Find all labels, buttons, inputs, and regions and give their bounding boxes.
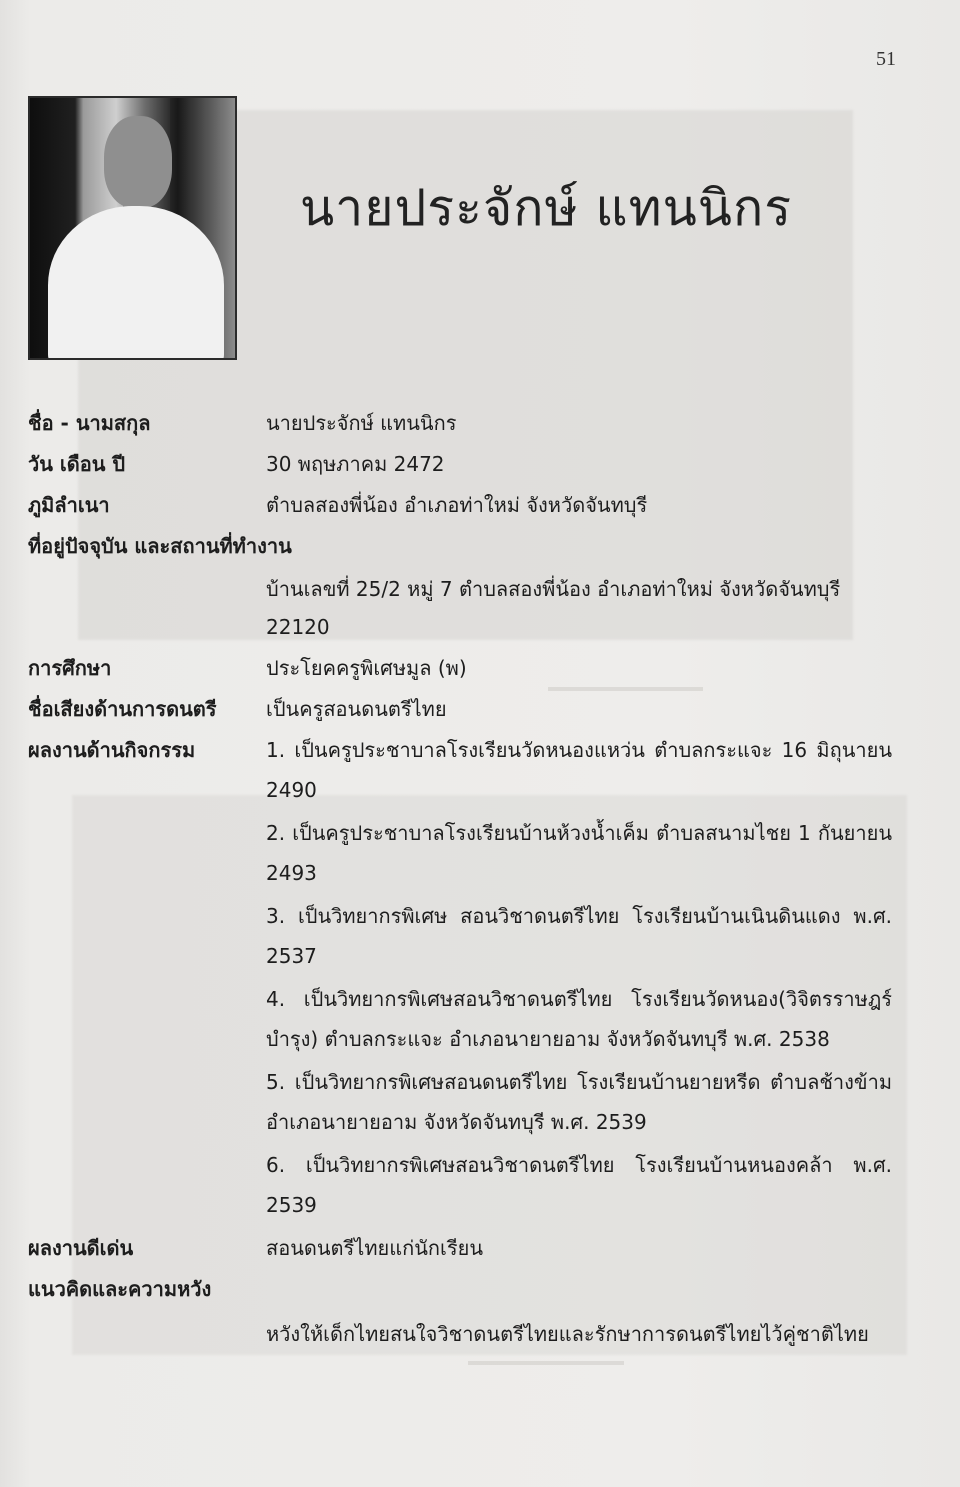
name-row <box>0 403 960 443</box>
activity-item: 5. เป็นวิทยากรพิเศษสอนดนตรีไทย โรงเรียนบ้านยายหรีด ตำบลช้างข้าม อำเภอนายายอาม จังหวัดจันทบุรี พ.ศ. 2539 <box>266 1070 892 1134</box>
education-row <box>0 648 960 688</box>
activity-item: 2. เป็นครูประชาบาลโรงเรียนบ้านห้วงน้ำเค็ม ตำบลสนามไชย 1 กันยายน 2493 <box>266 821 892 885</box>
activity-item: 4. เป็นวิทยากรพิเศษสอนวิชาดนตรีไทย โรงเรียนวัดหนอง(วิจิตรราษฎร์บำรุง) ตำบลกระแจะ อำเภอนายายอาม จังหวัดจันทบุรี พ.ศ. 2538 <box>266 987 892 1051</box>
hope-heading-row <box>0 1269 960 1309</box>
page-number: 51 <box>876 48 896 70</box>
reputation-row <box>0 689 960 729</box>
activity-item: 1. เป็นครูประชาบาลโรงเรียนวัดหนองแหว่น ตำบลกระแจะ 16 มิถุนายน 2490 <box>266 738 892 802</box>
education-value: ประโยคครูพิเศษมูล (พ) <box>266 656 467 680</box>
birth-label: วัน เดือน ปี <box>28 452 126 476</box>
address-heading-row <box>0 526 960 566</box>
address-label: ที่อยู่ปัจจุบัน และสถานที่ทำงาน <box>28 534 292 558</box>
address-line-1: บ้านเลขที่ 25/2 หมู่ 7 ตำบลสองพี่น้อง อำเภอท่าใหม่ จังหวัดจันทบุรี <box>266 577 841 601</box>
birth-value: 30 พฤษภาคม 2472 <box>266 452 445 476</box>
name-label: ชื่อ - นามสกุล <box>28 411 151 435</box>
portrait-photo <box>28 96 237 360</box>
activity-item: 6. เป็นวิทยากรพิเศษสอนวิชาดนตรีไทย โรงเรียนบ้านหนองคล้า พ.ศ. 2539 <box>266 1153 892 1217</box>
hometown-label: ภูมิลำเนา <box>28 493 110 517</box>
hope-value: หวังให้เด็กไทยสนใจวิชาดนตรีไทยและรักษาการดนตรีไทยไว้คู่ชาติไทย <box>266 1322 869 1346</box>
activity-item: 3. เป็นวิทยากรพิเศษ สอนวิชาดนตรีไทย โรงเรียนบ้านเนินดินแดง พ.ศ. 2537 <box>266 904 892 968</box>
bleed-through-mark <box>468 1361 624 1365</box>
outstanding-label: ผลงานดีเด่น <box>28 1236 134 1260</box>
education-label: การศึกษา <box>28 656 112 680</box>
hometown-row <box>0 485 960 525</box>
reputation-value: เป็นครูสอนดนตรีไทย <box>266 697 447 721</box>
hometown-value: ตำบลสองพี่น้อง อำเภอท่าใหม่ จังหวัดจันทบุรี <box>266 493 648 517</box>
address-line-2: 22120 <box>266 615 330 639</box>
page-title: นายประจักษ์ แทนนิกร <box>300 179 793 237</box>
name-value: นายประจักษ์ แทนนิกร <box>266 411 457 435</box>
reputation-label: ชื่อเสียงด้านการดนตรี <box>28 697 217 721</box>
activities-label: ผลงานด้านกิจกรรม <box>28 738 196 762</box>
birth-row <box>0 444 960 484</box>
outstanding-value: สอนดนตรีไทยแก่นักเรียน <box>266 1236 483 1260</box>
hope-label: แนวคิดและความหวัง <box>28 1277 212 1301</box>
outstanding-row <box>0 1228 960 1268</box>
